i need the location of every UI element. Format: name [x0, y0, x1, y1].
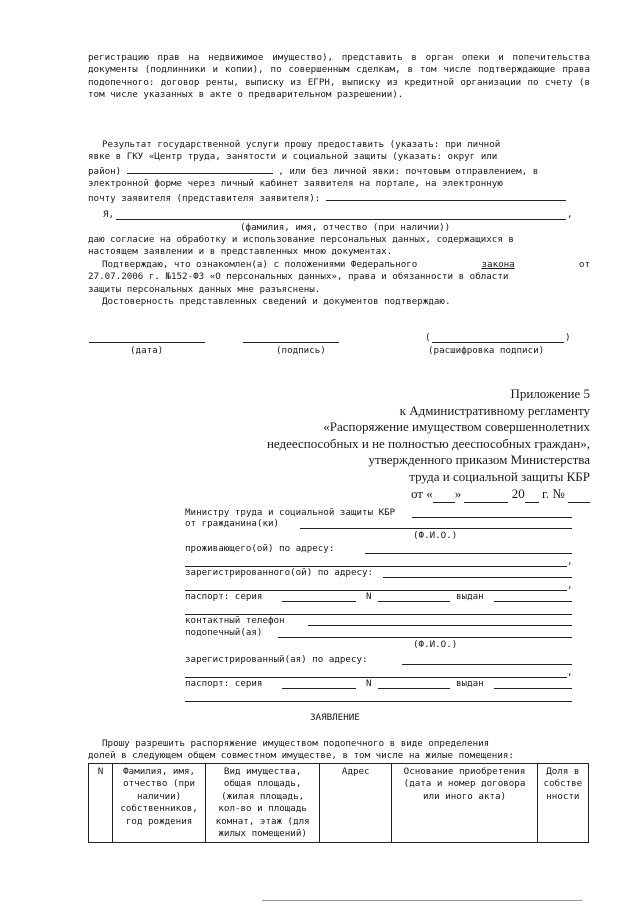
residing-address-field[interactable] — [365, 553, 572, 554]
signature-field[interactable] — [243, 342, 339, 343]
appendix-line-2: к Административному регламенту — [399, 402, 590, 418]
decode-close: ) — [565, 332, 571, 343]
bottom-line — [262, 900, 582, 901]
appendix-line-1: Приложение 5 — [510, 386, 590, 401]
from-label: от гражданина(ки) — [185, 518, 280, 529]
registered-address-field[interactable] — [383, 577, 572, 578]
passport-series-label: паспорт: серия — [185, 591, 263, 602]
consent-line-1: даю согласие на обработку и использование персональных данных, содержащихся в — [88, 234, 514, 245]
passport-series-field[interactable] — [282, 601, 356, 602]
contact-phone-field[interactable] — [308, 625, 572, 626]
appendix-year-prefix: 20 — [511, 485, 525, 501]
contact-phone-label: контактный телефон — [185, 615, 285, 626]
ward-name-field[interactable] — [278, 637, 572, 638]
passport-number-field[interactable] — [378, 601, 450, 602]
appendix-number-field[interactable] — [568, 486, 590, 504]
comma-2: , — [567, 580, 573, 591]
appendix-day-field[interactable] — [433, 486, 455, 504]
signature-caption: (подпись) — [276, 345, 326, 356]
statement-text — [88, 738, 590, 763]
statement-line-2: долей в следующем общем совместном имуществе, в том числе на жилые помещения: — [88, 750, 514, 762]
statement-line-1: Прошу разрешить распоряжение имуществом подопечного в виде определения — [102, 738, 490, 749]
ownership-paragraph — [88, 52, 590, 102]
confirm-line-3: защиты персональных данных мне разъяснены. — [88, 283, 321, 295]
ward-passport-issued-label: выдан — [456, 678, 484, 689]
passport-issued-label: выдан — [456, 591, 484, 602]
consent-line-2: настоящем заявлении и в представленных мною документах. — [88, 246, 393, 258]
district-field[interactable] — [127, 164, 273, 174]
appendix-date-quote: » — [454, 485, 462, 501]
result-line-3-rest: , или без личной явки: почтовым отправлением, в — [278, 165, 539, 177]
confirm-line-1-end: от — [578, 258, 590, 270]
appendix-line-4: недееспособных и не полностью дееспособных граждан», — [266, 435, 590, 451]
confirm-line-1-text: Подтверждаю, что ознакомлен(а) с положениями Федерального — [102, 258, 418, 270]
appendix-line-3: «Распоряжение имуществом совершеннолетних — [323, 419, 590, 435]
ya-label: Я, — [103, 209, 115, 220]
appendix-number-label: г. № — [541, 485, 565, 501]
ward-passport-issued-field[interactable] — [494, 688, 572, 689]
table-header-cell: Доля в собстве нности — [537, 764, 588, 843]
table-header-cell: Фамилия, имя, отчество (при наличии) собственников, год рождения — [113, 764, 206, 843]
ward-passport-number-field[interactable] — [378, 688, 450, 689]
email-field[interactable] — [326, 191, 566, 201]
date-field[interactable] — [89, 342, 205, 343]
table-header-row — [89, 764, 589, 843]
ward-passport-series-label: паспорт: серия — [185, 678, 263, 689]
table-header-cell: Адрес — [320, 764, 392, 843]
fio-caption-2: (Ф.И.О.) — [413, 639, 458, 650]
table-header-cell: N — [89, 764, 113, 843]
appendix-year-field[interactable] — [525, 486, 539, 504]
residing-label: проживающего(ой) по адресу: — [185, 543, 335, 554]
statement-title: ЗАЯВЛЕНИЕ — [310, 712, 360, 723]
result-email-label: почту заявителя (представителя заявителя): — [88, 192, 321, 204]
ownership-text: регистрацию прав на недвижимое имущество), представить в орган опеки и попечительства документы (подлинники и копии), по совершенным сделкам, в том числе подтверждающие права подопечного: договор ренты, выписку из ЕГРН, выписку из кредитной организации по счету (в том числе указанных в акте о предварительном разрешении). — [88, 52, 590, 101]
trust-line: Достоверность представленных сведений и документов подтверждаю. — [102, 296, 451, 308]
result-line-1: Результат государственной услуги прошу предоставить (указать: при личной — [102, 139, 501, 150]
result-line-2: явке в ГКУ «Центр труда, занятости и социальной защиты (указать: округ или — [88, 151, 498, 163]
table-header-cell: Вид имущества, общая площадь, (жилая площадь, кол-во и площадь комнат, этаж (для жилых помещений) — [206, 764, 320, 843]
fio-field[interactable] — [116, 219, 566, 220]
ward-passport-series-field[interactable] — [282, 688, 356, 689]
registered-label: зарегистрированного(ой) по адресу: — [185, 567, 374, 578]
comma-1: , — [567, 556, 573, 567]
fio-caption: (фамилия, имя, отчество (при наличии)) — [240, 222, 451, 233]
comma-3: , — [567, 667, 573, 678]
passport-number-label: N — [366, 591, 372, 602]
ward-registered-label: зарегистрированный(ая) по адресу: — [185, 654, 368, 665]
law-link[interactable]: закона — [481, 258, 515, 270]
appendix-line-7 — [267, 486, 590, 504]
confirm-line-2: 27.07.2006 г. №152-ФЗ «О персональных данных», права и обязанности в области — [88, 271, 509, 283]
appendix-date-from: от « — [410, 485, 433, 501]
appendix-line-6: труда и социальной защиты КБР — [409, 468, 590, 484]
decode-field[interactable] — [432, 342, 564, 343]
result-line-4: электронной форме через личный кабинет заявителя на портале, на электронную — [88, 178, 503, 190]
appendix-header — [267, 386, 590, 503]
property-table — [88, 763, 589, 843]
minister-label: Министру труда и социальной защиты КБР — [185, 507, 396, 518]
ya-comma: , — [567, 209, 573, 220]
ward-address-field[interactable] — [402, 664, 572, 665]
applicant-name-field[interactable] — [300, 528, 572, 529]
date-caption: (дата) — [130, 345, 164, 356]
result-block — [88, 139, 590, 205]
fio-caption-1: (Ф.И.О.) — [413, 530, 458, 541]
table-header-cell: Основание приобретения (дата и номер договора или иного акта) — [392, 764, 537, 843]
confirm-line-1 — [88, 259, 590, 271]
decode-open: ( — [425, 332, 431, 343]
appendix-month-field[interactable] — [464, 486, 508, 504]
appendix-line-5: утвержденного приказом Министерства — [368, 452, 590, 468]
ward-passport-issued-field-2[interactable] — [185, 701, 572, 702]
ward-passport-number-label: N — [366, 678, 372, 689]
result-district-label: район) — [88, 165, 122, 177]
decode-caption: (расшифровка подписи) — [428, 345, 545, 356]
result-line-3 — [88, 164, 590, 178]
ward-label: подопечный(ая) — [185, 627, 263, 638]
minister-field[interactable] — [412, 517, 572, 518]
passport-issued-field[interactable] — [494, 601, 572, 602]
consent-block — [88, 234, 590, 308]
result-line-5 — [88, 191, 590, 205]
